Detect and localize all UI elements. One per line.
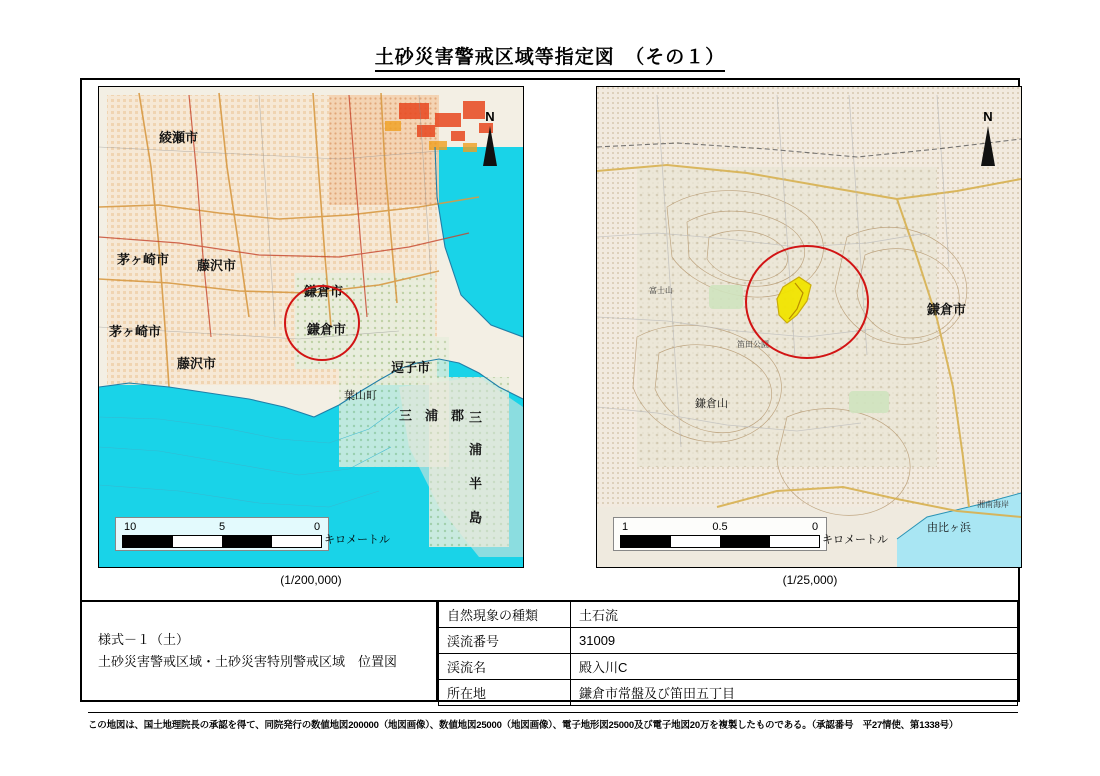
scale-bar-ticks-wide — [122, 535, 322, 546]
row-label-phenomenon: 自然現象の種類 — [439, 601, 571, 628]
map-label-fujisawa-1: 藤沢市 — [197, 259, 237, 274]
form-style-line1: 様式－１（土） — [98, 631, 190, 647]
scale-bar-ticks-detail — [620, 535, 820, 546]
table-row — [439, 601, 1018, 628]
wide-map-highlight-circle — [284, 285, 360, 361]
map-label-hayama: 葉山町 — [344, 389, 377, 402]
detail-area-map-panel[interactable] — [596, 86, 1022, 568]
detail-map-scale-caption: (1/25,000) — [782, 573, 838, 587]
row-label-stream-number: 渓流番号 — [439, 628, 571, 654]
table-row — [439, 628, 1018, 654]
map-label-miura-1: 三 — [469, 411, 483, 426]
map-label-kamakura-2: 鎌倉市 — [307, 323, 347, 338]
north-arrow-body-wide — [483, 126, 497, 166]
scale-bar-labels-wide — [122, 521, 322, 535]
map-label-miura-gun: 三 浦 郡 — [399, 409, 465, 424]
map-label-fujiyama: 富士山 — [649, 286, 673, 295]
map-label-miura-2: 浦 — [469, 443, 483, 458]
table-row — [439, 680, 1018, 706]
detail-map-highlight-circle — [745, 245, 869, 359]
north-arrow-wide — [477, 111, 503, 167]
map-label-kamakura-1: 鎌倉市 — [304, 285, 344, 300]
row-value-phenomenon: 土石流 — [571, 601, 1018, 628]
scale-label-detail-1: 0.5 — [712, 521, 728, 533]
map-label-miura-3: 半 — [469, 477, 483, 492]
wide-area-map-panel[interactable] — [98, 86, 524, 568]
row-value-stream-name: 殿入川C — [571, 654, 1018, 680]
map-label-ayase: 綾瀬市 — [159, 131, 199, 146]
map-label-fujisawa-2: 藤沢市 — [177, 357, 217, 372]
map-label-fueda-park: 笛田公園 — [737, 340, 769, 349]
table-row — [439, 654, 1018, 680]
scale-label-wide-0: 10 — [124, 521, 137, 533]
map-label-miura-4: 島 — [469, 511, 483, 526]
scale-label-wide-2: 0 — [314, 521, 321, 533]
form-style-line2: 土砂災害警戒区域・土砂災害特別警戒区域 位置図 — [98, 654, 398, 669]
form-style-block — [82, 600, 438, 700]
map-label-chigasaki-2: 茅ヶ崎市 — [109, 325, 162, 340]
map-label-kamakurayama: 鎌倉山 — [695, 397, 728, 410]
scale-unit-wide: キロメートル — [324, 534, 390, 546]
north-letter-detail: N — [983, 109, 993, 124]
scale-bar-labels-detail — [620, 521, 820, 535]
map-label-shonan-kaigan: 湘南海岸 — [977, 500, 1009, 509]
scale-label-detail-2: 0 — [812, 521, 819, 533]
scale-bar-detail — [613, 517, 888, 551]
map-label-yuigahama: 由比ヶ浜 — [927, 521, 971, 534]
row-value-location: 鎌倉市常盤及び笛田五丁目 — [571, 680, 1018, 706]
row-value-stream-number: 31009 — [571, 628, 1018, 654]
north-arrow-body-detail — [981, 126, 995, 166]
north-arrow-detail — [975, 111, 1001, 167]
attribute-table — [438, 600, 1018, 706]
copyright-footnote: この地図は、国土地理院長の承認を得て、同院発行の数値地図200000（地図画像）、数値地図25000（地図画像）、電子地形図25000及び電子地図20万を複製したものである。（承認番号 平27情使、第1338号） — [88, 712, 1018, 731]
map-label-chigasaki-1: 茅ヶ崎市 — [117, 253, 170, 268]
scale-label-wide-1: 5 — [218, 521, 226, 533]
map-label-kamakura-city: 鎌倉市 — [927, 303, 967, 318]
row-label-location: 所在地 — [439, 680, 571, 706]
map-label-zushi: 逗子市 — [391, 361, 431, 376]
north-letter-wide: N — [485, 109, 495, 124]
scale-label-detail-0: 1 — [622, 521, 629, 533]
page-title-text: 土砂災害警戒区域等指定図 （その１） — [375, 47, 726, 72]
row-label-stream-name: 渓流名 — [439, 654, 571, 680]
scale-unit-detail: キロメートル — [822, 534, 888, 546]
page-title — [0, 42, 1100, 69]
scale-bar-wide — [115, 517, 390, 551]
wide-map-scale-caption: (1/200,000) — [280, 573, 342, 587]
